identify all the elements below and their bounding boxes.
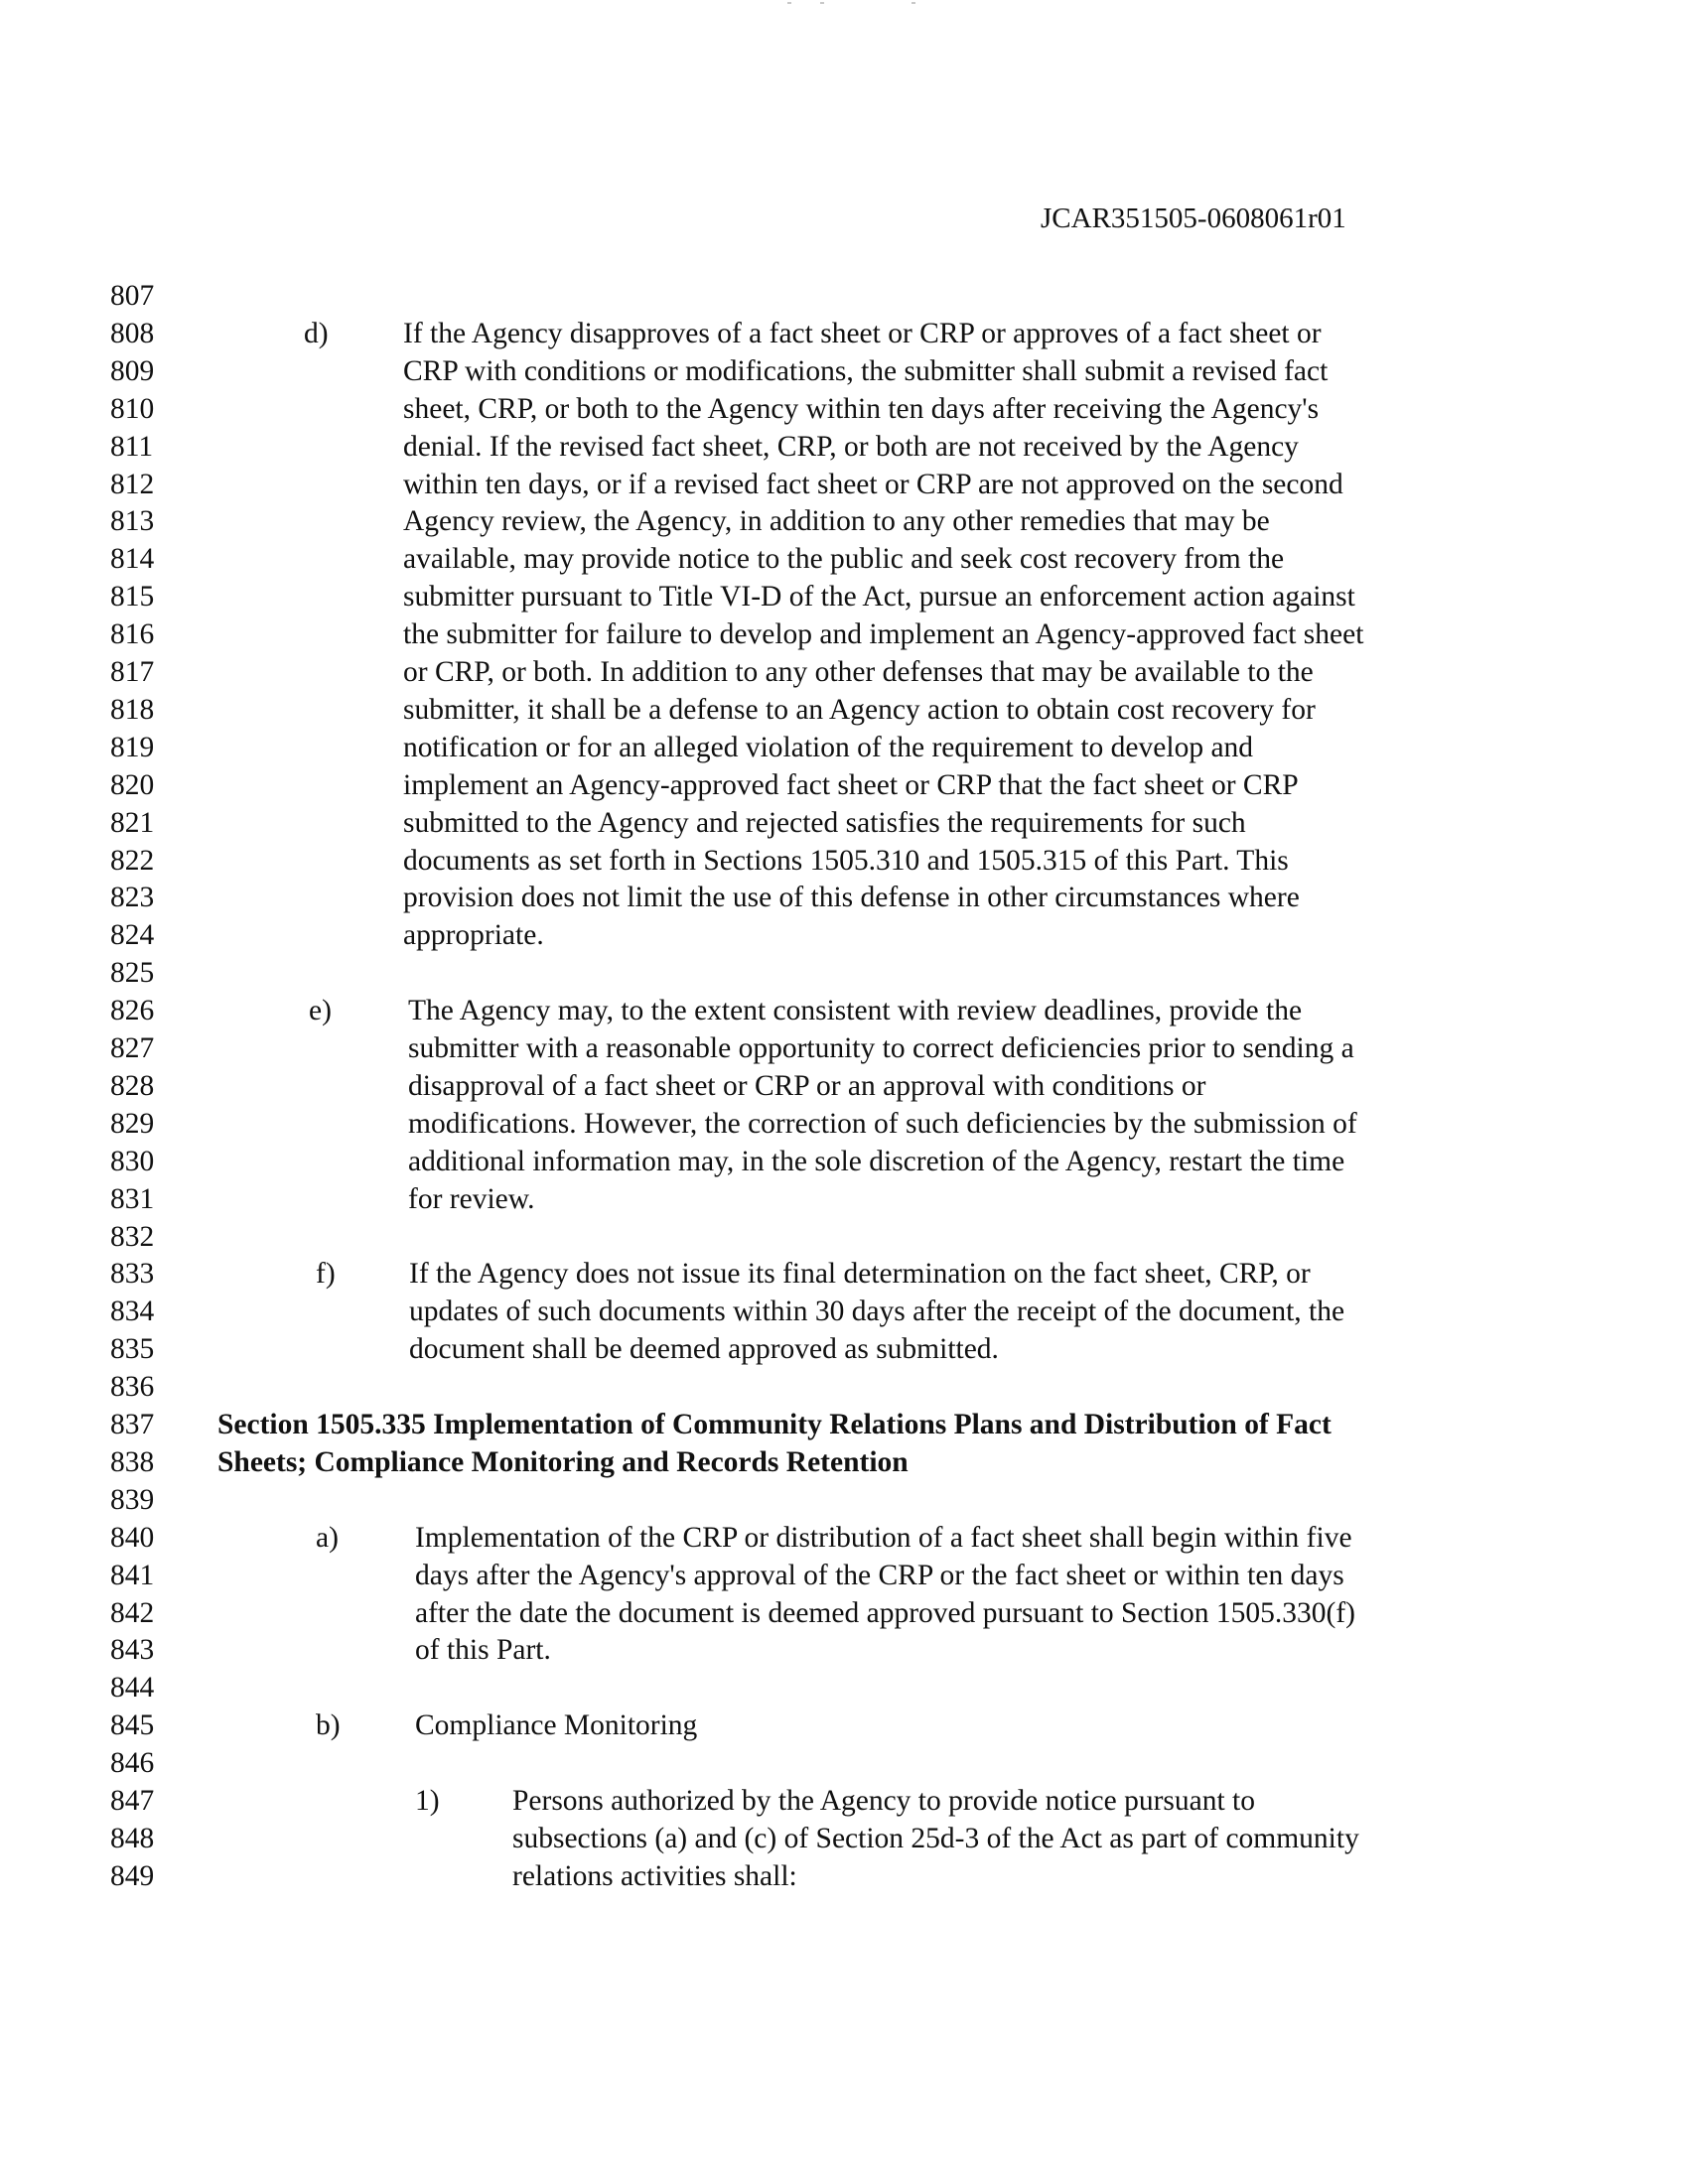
- document-line: [0, 540, 1684, 578]
- line-text: implement an Agency-approved fact sheet or CRP that the fact sheet or CRP: [403, 768, 1299, 801]
- line-text: of this Part.: [415, 1634, 551, 1667]
- document-line: [0, 428, 1684, 466]
- line-text: Implementation of the CRP or distribution of a fact sheet shall begin within five: [415, 1521, 1352, 1554]
- document-line: [0, 390, 1684, 428]
- line-text: Persons authorized by the Agency to provide notice pursuant to: [512, 1785, 1255, 1817]
- line-number: 846: [110, 1747, 155, 1780]
- subsection-label: a): [316, 1521, 339, 1554]
- line-number: 822: [110, 844, 155, 877]
- line-number: 816: [110, 618, 155, 651]
- document-line: [0, 615, 1684, 653]
- subsection-label: f): [316, 1258, 336, 1291]
- line-number: 814: [110, 543, 155, 576]
- document-line: [0, 352, 1684, 390]
- line-number: 818: [110, 693, 155, 726]
- line-number: 813: [110, 505, 155, 538]
- scan-artifact: [820, 2, 824, 4]
- document-line: [0, 502, 1684, 540]
- document-line: [0, 729, 1684, 766]
- document-line: [0, 879, 1684, 916]
- document-line: [0, 1330, 1684, 1368]
- document-line: [0, 1820, 1684, 1857]
- line-number: 821: [110, 806, 155, 839]
- line-number: 840: [110, 1521, 155, 1554]
- line-number: 826: [110, 995, 155, 1027]
- line-text: subsections (a) and (c) of Section 25d-3 of the Act as part of community: [512, 1822, 1359, 1854]
- line-text: available, may provide notice to the public and seek cost recovery from the: [403, 543, 1285, 576]
- document-line: [0, 1519, 1684, 1557]
- line-text: If the Agency does not issue its final determination on the fact sheet, CRP, or: [409, 1258, 1311, 1291]
- line-number: 815: [110, 581, 155, 614]
- line-number: 841: [110, 1559, 155, 1591]
- document-line: [0, 1293, 1684, 1330]
- line-text: CRP with conditions or modifications, the submitter shall submit a revised fact: [403, 354, 1329, 387]
- line-number: 830: [110, 1145, 155, 1177]
- line-number: 845: [110, 1709, 155, 1742]
- line-text: If the Agency disapproves of a fact sheet or CRP or approves of a fact sheet or: [403, 317, 1322, 349]
- subsection-label: e): [309, 995, 332, 1027]
- subsection-label: 1): [415, 1785, 440, 1817]
- line-text: submitted to the Agency and rejected satisfies the requirements for such: [403, 806, 1246, 839]
- line-number: 827: [110, 1032, 155, 1064]
- section-heading-text: Section 1505.335 Implementation of Community Relations Plans and Distribution of Fact: [217, 1409, 1332, 1440]
- line-number: 820: [110, 768, 155, 801]
- document-line: [0, 1067, 1684, 1105]
- line-number: 843: [110, 1634, 155, 1667]
- document-line: [0, 1368, 1684, 1406]
- line-number: 809: [110, 354, 155, 387]
- line-text: or CRP, or both. In addition to any other defenses that may be available to the: [403, 656, 1314, 688]
- line-text: relations activities shall:: [512, 1859, 797, 1892]
- line-text: document shall be deemed approved as submitted.: [409, 1333, 999, 1366]
- document-line: [0, 1706, 1684, 1744]
- document-line: [0, 1631, 1684, 1669]
- document-line: [0, 992, 1684, 1029]
- line-number: 812: [110, 468, 155, 500]
- line-number: 848: [110, 1822, 155, 1854]
- line-text: days after the Agency's approval of the CRP or the fact sheet or within ten days: [415, 1559, 1344, 1591]
- document-line: [0, 1557, 1684, 1594]
- scan-artifact: [912, 2, 915, 4]
- line-number: 834: [110, 1296, 155, 1328]
- line-number: 836: [110, 1371, 155, 1404]
- line-text: documents as set forth in Sections 1505.310 and 1505.315 of this Part. This: [403, 844, 1289, 877]
- document-line: [0, 1218, 1684, 1256]
- document-line: [0, 804, 1684, 842]
- document-id: JCAR351505-0608061r01: [1041, 203, 1346, 234]
- line-number: 847: [110, 1785, 155, 1817]
- document-line: [0, 653, 1684, 691]
- line-text: sheet, CRP, or both to the Agency within ten days after receiving the Agency's: [403, 392, 1320, 425]
- line-text: The Agency may, to the extent consistent with review deadlines, provide the: [408, 995, 1303, 1027]
- line-number: 823: [110, 882, 155, 914]
- line-number: 835: [110, 1333, 155, 1366]
- document-line: [0, 1180, 1684, 1218]
- document-line: [0, 766, 1684, 804]
- line-text: the submitter for failure to develop and implement an Agency-approved fact sheet: [403, 618, 1364, 651]
- line-number: 825: [110, 957, 155, 990]
- line-number: 824: [110, 919, 155, 952]
- line-text: appropriate.: [403, 919, 544, 952]
- document-line: [0, 1857, 1684, 1895]
- document-line: [0, 842, 1684, 880]
- document-line: [0, 1143, 1684, 1180]
- section-heading-text: Sheets; Compliance Monitoring and Records Retention: [217, 1445, 909, 1478]
- document-line: [0, 1406, 1684, 1443]
- line-text: disapproval of a fact sheet or CRP or an approval with conditions or: [408, 1069, 1206, 1102]
- document-line: [0, 466, 1684, 503]
- scan-artifact: [787, 2, 791, 4]
- subsection-label: d): [304, 317, 329, 349]
- line-text: within ten days, or if a revised fact sheet or CRP are not approved on the second: [403, 468, 1343, 500]
- line-text: additional information may, in the sole discretion of the Agency, restart the time: [408, 1145, 1345, 1177]
- document-line: [0, 916, 1684, 954]
- document-line: [0, 1029, 1684, 1067]
- document-line: [0, 691, 1684, 729]
- document-line: [0, 1443, 1684, 1481]
- document-line: [0, 315, 1684, 352]
- line-number: 829: [110, 1107, 155, 1140]
- document-line: [0, 277, 1684, 315]
- line-text: provision does not limit the use of this defense in other circumstances where: [403, 882, 1300, 914]
- line-number: 838: [110, 1445, 155, 1478]
- document-line: [0, 578, 1684, 615]
- line-number: 817: [110, 656, 155, 688]
- line-number: 828: [110, 1069, 155, 1102]
- line-number: 810: [110, 392, 155, 425]
- line-number: 839: [110, 1483, 155, 1516]
- line-text: modifications. However, the correction of such deficiencies by the submission of: [408, 1107, 1357, 1140]
- line-number: 849: [110, 1859, 155, 1892]
- line-number: 842: [110, 1596, 155, 1629]
- line-number: 831: [110, 1182, 155, 1215]
- document-line: [0, 1744, 1684, 1782]
- line-text: denial. If the revised fact sheet, CRP, or both are not received by the Agency: [403, 430, 1299, 463]
- line-text: updates of such documents within 30 days after the receipt of the document, the: [409, 1296, 1345, 1328]
- line-text: for review.: [408, 1182, 535, 1215]
- line-number: 811: [110, 430, 154, 463]
- line-text: Compliance Monitoring: [415, 1709, 698, 1742]
- line-number: 807: [110, 280, 155, 312]
- document-line: [0, 1105, 1684, 1143]
- line-text: Agency review, the Agency, in addition to any other remedies that may be: [403, 505, 1270, 538]
- line-number: 808: [110, 317, 155, 349]
- line-number: 833: [110, 1258, 155, 1291]
- document-line: [0, 1481, 1684, 1519]
- subsection-label: b): [316, 1709, 341, 1742]
- line-number: 832: [110, 1220, 155, 1253]
- document-line: [0, 1255, 1684, 1293]
- document-line: [0, 1669, 1684, 1706]
- line-text: submitter pursuant to Title VI-D of the Act, pursue an enforcement action against: [403, 581, 1355, 614]
- line-text: notification or for an alleged violation of the requirement to develop and: [403, 731, 1254, 763]
- line-text: submitter, it shall be a defense to an Agency action to obtain cost recovery for: [403, 693, 1316, 726]
- line-number: 819: [110, 731, 155, 763]
- line-text: after the date the document is deemed approved pursuant to Section 1505.330(f): [415, 1596, 1355, 1629]
- line-number: 837: [110, 1409, 155, 1440]
- document-line: [0, 1782, 1684, 1820]
- document-line: [0, 954, 1684, 992]
- document-line: [0, 1594, 1684, 1632]
- line-text: submitter with a reasonable opportunity to correct deficiencies prior to sending a: [408, 1032, 1354, 1064]
- line-number: 844: [110, 1672, 155, 1705]
